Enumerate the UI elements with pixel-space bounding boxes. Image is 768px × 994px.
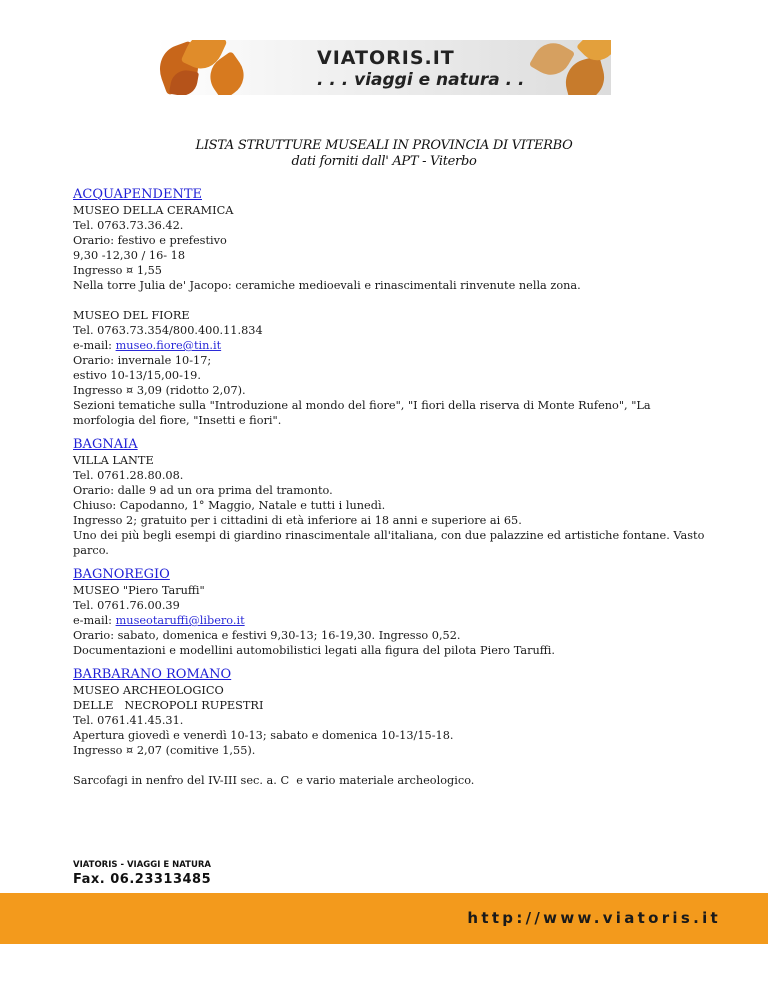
museum-list: [73, 186, 713, 788]
museum-line: Orario: sabato, domenica e festivi 9,30-13; 16-19,30. Ingresso 0,52.: [73, 629, 461, 642]
museum-line: VILLA LANTE: [73, 454, 154, 467]
museum-note: Sarcofagi in nenfro del IV-III sec. a. C e vario materiale archeologico.: [73, 774, 475, 787]
museum-entry-taruffi: [73, 583, 713, 658]
section-acquapendente: [73, 186, 713, 428]
museum-line: Tel. 0763.73.36.42.: [73, 219, 184, 232]
section-bagnoregio: [73, 566, 713, 658]
museum-line: Nella torre Julia de' Jacopo: ceramiche medioevali e rinascimentali rinvenute nella zona.: [73, 279, 581, 292]
town-heading-acquapendente[interactable]: ACQUAPENDENTE: [73, 187, 202, 202]
museum-entry-ceramica: [73, 203, 713, 293]
museum-line: Orario: dalle 9 ad un ora prima del tramonto.: [73, 484, 333, 497]
museum-line: Documentazioni e modellini automobilistici legati alla figura del pilota Piero Taruffi.: [73, 644, 555, 657]
museum-line: Ingresso ¤ 3,09 (ridotto 2,07).: [73, 384, 246, 397]
footer-website-link[interactable]: http://www.viatoris.it: [467, 909, 721, 927]
museum-line: MUSEO ARCHEOLOGICO: [73, 684, 224, 697]
museum-line: 9,30 -12,30 / 16- 18: [73, 249, 186, 262]
document-title: LISTA STRUTTURE MUSEALI IN PROVINCIA DI VITERBO: [195, 138, 573, 153]
museum-line: Ingresso 2; gratuito per i cittadini di età inferiore ai 18 anni e superiore ai 65.: [73, 514, 522, 527]
museum-email-line: [73, 613, 713, 628]
museum-line: MUSEO "Piero Taruffi": [73, 584, 205, 597]
town-heading-barbarano-romano[interactable]: BARBARANO ROMANO: [73, 667, 232, 682]
museum-line: Ingresso ¤ 2,07 (comitive 1,55).: [73, 744, 256, 757]
museum-line: Tel. 0761.28.80.08.: [73, 469, 184, 482]
town-heading-bagnoregio[interactable]: BAGNOREGIO: [73, 567, 170, 582]
banner-subtitle: . . . viaggi e natura . .: [317, 70, 525, 90]
museum-line: Ingresso ¤ 1,55: [73, 264, 162, 277]
museum-line: Tel. 0761.41.45.31.: [73, 714, 184, 727]
museum-line: Uno dei più begli esempi di giardino rinascimentale all'italiana, con due palazzine ed artistiche fontane. Vasto parco.: [73, 529, 705, 557]
museum-line: MUSEO DELLA CERAMICA: [73, 204, 234, 217]
museum-email-line: [73, 338, 713, 353]
document-subtitle: dati forniti dall' APT - Viterbo: [291, 154, 477, 169]
email-link[interactable]: museo.fiore@tin.it: [115, 339, 222, 352]
museum-line: Sezioni tematiche sulla "Introduzione al mondo del fiore", "I fiori della riserva di Monte Rufeno", "La morfologia del fiore, "Insetti e fiori".: [73, 399, 651, 427]
museum-entry-villa-lante: [73, 453, 713, 558]
museum-line: Tel. 0761.76.00.39: [73, 599, 180, 612]
email-label: e-mail:: [73, 614, 116, 627]
footer-organization: VIATORIS - VIAGGI E NATURA: [73, 860, 211, 870]
museum-line: Tel. 0763.73.354/800.400.11.834: [73, 324, 263, 337]
museum-line: Apertura giovedì e venerdì 10-13; sabato e domenica 10-13/15-18.: [73, 729, 454, 742]
footer-fax: Fax. 06.23313485: [73, 872, 212, 887]
museum-line: Orario: festivo e prefestivo: [73, 234, 227, 247]
town-heading-bagnaia[interactable]: BAGNAIA: [73, 437, 138, 452]
email-label: e-mail:: [73, 339, 116, 352]
museum-line: Orario: invernale 10-17;: [73, 354, 212, 367]
museum-entry-fiore: [73, 308, 713, 428]
section-barbarano-romano: [73, 666, 713, 788]
museum-line: Chiuso: Capodanno, 1° Maggio, Natale e tutti i lunedì.: [73, 499, 386, 512]
museum-line: DELLE NECROPOLI RUPESTRI: [73, 699, 264, 712]
museum-line: estivo 10-13/15,00-19.: [73, 369, 201, 382]
header-banner: [157, 40, 611, 95]
museum-line: MUSEO DEL FIORE: [73, 309, 190, 322]
email-link[interactable]: museotaruffi@libero.it: [115, 614, 245, 627]
footer-bar: [0, 893, 768, 944]
banner-title: VIATORIS.IT: [317, 47, 455, 69]
museum-entry-archeologico: [73, 683, 713, 758]
section-bagnaia: [73, 436, 713, 558]
